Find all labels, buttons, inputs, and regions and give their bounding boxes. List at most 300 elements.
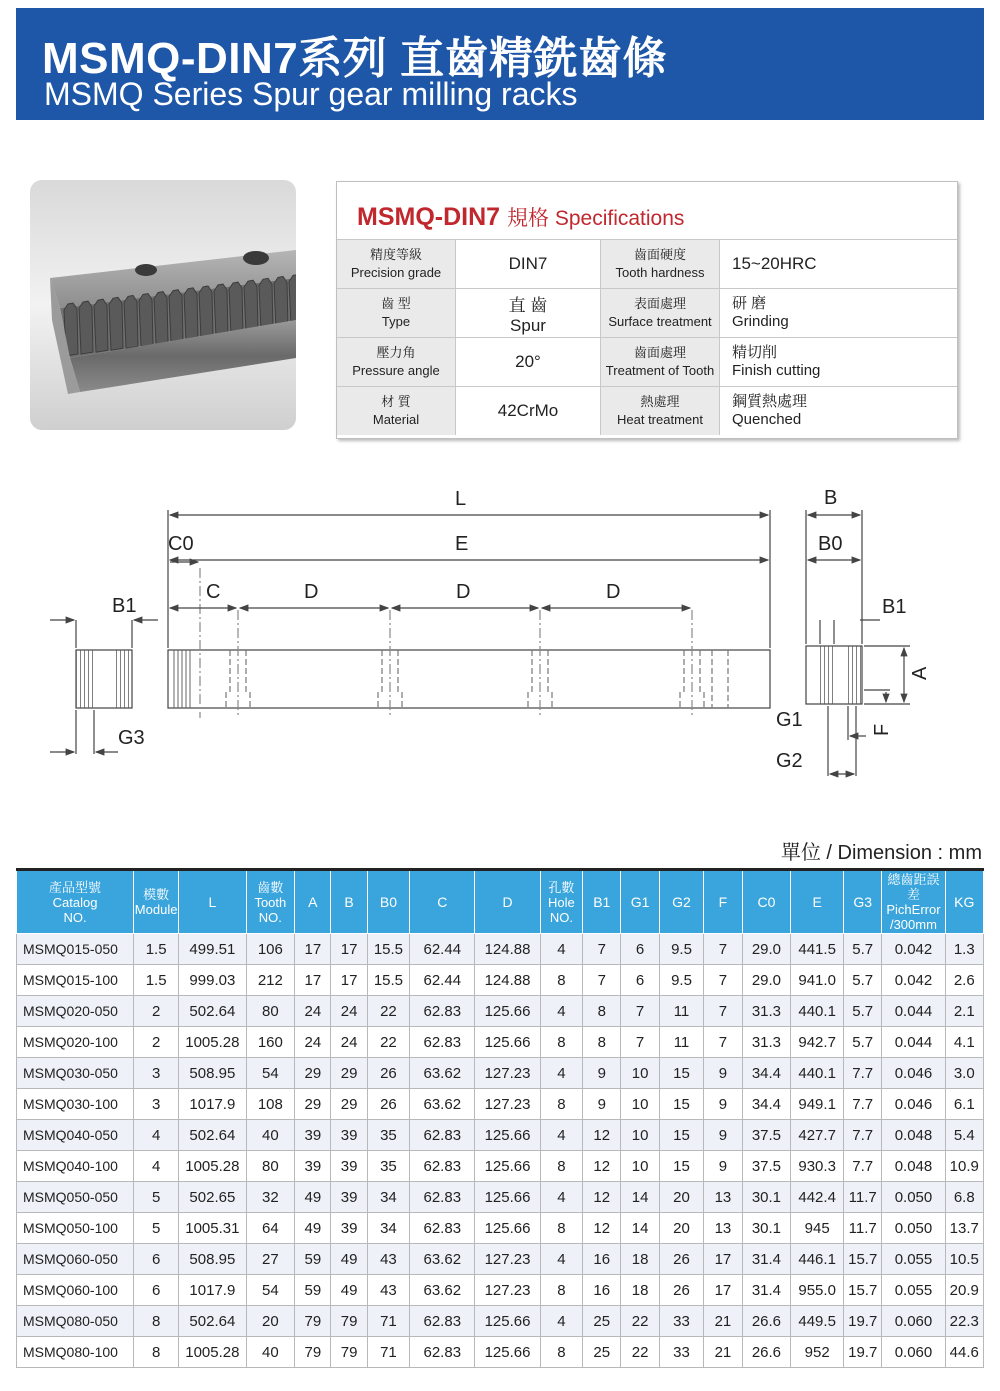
column-header-main: L [208,893,217,910]
spec-value [456,338,601,387]
table-cell: 441.5 [791,934,844,965]
table-cell: 22 [367,996,409,1027]
table-cell: 79 [295,1337,331,1368]
table-cell: 14 [621,1213,659,1244]
column-header-main: B0 [379,893,397,910]
spec-value-sub: Quenched [732,411,802,428]
table-cell: 59 [295,1244,331,1275]
table-cell: 5.7 [844,996,882,1027]
table-cell: 26 [659,1275,704,1306]
table-cell: 4 [134,1120,179,1151]
spec-label [601,289,720,338]
dim-label-G1: G1 [776,709,803,731]
table-cell: 945 [791,1213,844,1244]
table-cell: 10.5 [945,1244,983,1275]
table-cell: 25 [583,1337,621,1368]
table-cell: 62.83 [410,1151,475,1182]
table-cell: 39 [295,1151,331,1182]
table-cell: 442.4 [791,1182,844,1213]
table-cell: 62.44 [410,934,475,965]
spec-value-sub: Grinding [732,313,789,330]
table-cell: 62.83 [410,1027,475,1058]
table-cell: 0.060 [882,1337,945,1368]
spec-row [337,240,957,289]
table-cell: 2 [134,1027,179,1058]
table-cell: 15.5 [367,934,409,965]
table-cell: 29 [331,1089,367,1120]
table-cell: 502.64 [179,1306,246,1337]
column-header-sub: Catalog [52,894,98,910]
column-header [179,870,246,934]
column-header-main: G3 [853,893,873,910]
title-chinese: MSMQ-DIN7系列 直齒精銑齒條 [42,34,667,83]
catalog-number-cell: MSMQ060-050 [17,1244,134,1275]
table-cell: 125.66 [475,1306,540,1337]
table-cell: 7.7 [844,1151,882,1182]
column-header [945,870,983,934]
rack-tooth [229,282,243,335]
column-header-sub: NO. [549,909,573,925]
column-header [295,870,331,934]
table-cell: 31.4 [742,1275,791,1306]
table-cell: 22 [367,1027,409,1058]
table-cell: 12 [583,1213,621,1244]
column-header [475,870,540,934]
column-header [742,870,791,934]
catalog-number-cell: MSMQ040-050 [17,1120,134,1151]
table-cell: 9 [704,1058,742,1089]
table-cell: 8 [134,1306,179,1337]
table-cell: 1.3 [945,934,983,965]
spec-value-sub: Finish cutting [732,362,821,379]
product-photo [30,180,296,430]
table-cell: 24 [295,1027,331,1058]
table-cell: 1005.28 [179,1151,246,1182]
table-cell: 125.66 [475,1151,540,1182]
rack-tooth [214,284,228,337]
table-cell: 7.7 [844,1089,882,1120]
table-row [17,1275,984,1306]
table-cell: 11.7 [844,1182,882,1213]
table-cell: 13 [704,1182,742,1213]
table-cell: 15.7 [844,1275,882,1306]
table-cell: 32 [246,1182,295,1213]
spec-value-main: 15~20HRC [732,254,817,273]
table-cell: 17 [331,965,367,996]
column-header-main: C [437,893,448,910]
spec-value-main: 20° [515,352,541,371]
table-cell: 26.6 [742,1306,791,1337]
spec-value-main: DIN7 [508,254,548,273]
spec-value [456,240,601,289]
table-cell: 7 [704,934,742,965]
table-cell: 449.5 [791,1306,844,1337]
table-cell: 10 [621,1089,659,1120]
table-cell: 10 [621,1151,659,1182]
table-cell: 24 [331,1027,367,1058]
table-cell: 127.23 [475,1244,540,1275]
table-cell: 17 [295,965,331,996]
table-cell: 0.050 [882,1182,945,1213]
table-cell: 8 [540,1213,582,1244]
table-cell: 62.83 [410,1337,475,1368]
table-cell: 71 [367,1337,409,1368]
column-header-main: A [308,893,318,910]
table-cell: 1005.28 [179,1027,246,1058]
table-cell: 127.23 [475,1089,540,1120]
title-english: MSMQ Series Spur gear milling racks [44,76,578,112]
table-cell: 29.0 [742,934,791,965]
table-cell: 127.23 [475,1275,540,1306]
table-cell: 8 [540,1337,582,1368]
table-cell: 1.5 [134,965,179,996]
table-cell: 949.1 [791,1089,844,1120]
specifications-panel [336,181,958,439]
column-header-sub: Module [134,902,178,917]
table-row [17,965,984,996]
table-cell: 5.7 [844,965,882,996]
unit-label: 單位 / Dimension : mm [780,842,982,864]
table-cell: 49 [295,1182,331,1213]
dimension-table [16,868,984,1368]
table-cell: 127.23 [475,1058,540,1089]
table-cell: 80 [246,996,295,1027]
column-header-main: 孔數 [548,879,575,895]
spec-label-en: Treatment of Tooth [605,363,715,378]
table-cell: 1017.9 [179,1089,246,1120]
table-cell: 8 [583,996,621,1027]
table-cell: 79 [331,1306,367,1337]
table-cell: 4 [540,934,582,965]
catalog-number-cell: MSMQ015-100 [17,965,134,996]
table-row [17,1058,984,1089]
table-cell: 2.6 [945,965,983,996]
table-cell: 1005.28 [179,1337,246,1368]
dim-label-E: E [455,533,469,555]
table-cell: 71 [367,1306,409,1337]
table-cell: 3 [134,1089,179,1120]
rack-tooth [109,297,123,350]
dim-label-B1-right: B1 [882,596,907,618]
table-cell: 4 [540,1306,582,1337]
spec-value [456,387,601,436]
table-cell: 160 [246,1027,295,1058]
spec-value [720,240,958,289]
table-cell: 0.046 [882,1058,945,1089]
column-header-main: D [502,893,513,910]
table-cell: 125.66 [475,996,540,1027]
column-header-main: E [812,893,822,910]
rack-tooth [94,299,108,352]
table-cell: 63.62 [410,1089,475,1120]
table-cell: 15 [659,1151,704,1182]
table-cell: 30.1 [742,1213,791,1244]
table-cell: 22 [621,1337,659,1368]
dim-label-C0: C0 [168,533,194,555]
table-cell: 7 [621,996,659,1027]
table-cell: 11 [659,996,704,1027]
table-cell: 8 [540,1089,582,1120]
table-cell: 39 [295,1120,331,1151]
table-cell: 34 [367,1182,409,1213]
column-header [844,870,882,934]
table-cell: 33 [659,1306,704,1337]
table-cell: 2 [134,996,179,1027]
table-cell: 13 [704,1213,742,1244]
table-cell: 9 [704,1089,742,1120]
catalog-number-cell: MSMQ015-050 [17,934,134,965]
table-cell: 6 [134,1275,179,1306]
dim-label-D1: D [304,581,319,603]
table-cell: 124.88 [475,965,540,996]
table-cell: 9 [583,1089,621,1120]
table-cell: 0.060 [882,1306,945,1337]
table-cell: 40 [246,1120,295,1151]
table-cell: 6.1 [945,1089,983,1120]
table-cell: 22.3 [945,1306,983,1337]
spec-label [601,387,720,436]
table-row [17,1151,984,1182]
spec-label [337,387,456,436]
rack-tooth [244,280,258,333]
table-cell: 9.5 [659,934,704,965]
table-cell: 21 [704,1306,742,1337]
column-header [583,870,621,934]
table-cell: 64 [246,1213,295,1244]
spec-label-cn: 表面處理 [633,296,686,311]
table-cell: 941.0 [791,965,844,996]
table-cell: 31.3 [742,996,791,1027]
spec-table [337,239,957,435]
table-cell: 24 [331,996,367,1027]
catalog-number-cell: MSMQ050-050 [17,1182,134,1213]
table-cell: 59 [295,1275,331,1306]
table-cell: 22 [621,1306,659,1337]
column-header-sub: PichError [886,902,941,917]
table-cell: 43 [367,1275,409,1306]
table-cell: 9.5 [659,965,704,996]
rack-image [30,180,296,430]
table-cell: 0.055 [882,1244,945,1275]
table-cell: 20 [246,1306,295,1337]
table-cell: 62.83 [410,1306,475,1337]
table-cell: 15 [659,1058,704,1089]
table-cell: 502.64 [179,996,246,1027]
dimension-drawing [0,470,1000,800]
catalog-number-cell: MSMQ050-100 [17,1213,134,1244]
table-cell: 54 [246,1058,295,1089]
table-cell: 9 [704,1120,742,1151]
table-cell: 0.046 [882,1089,945,1120]
table-cell: 4.1 [945,1027,983,1058]
catalog-number-cell: MSMQ020-100 [17,1027,134,1058]
table-cell: 39 [331,1182,367,1213]
table-cell: 124.88 [475,934,540,965]
table-cell: 2.1 [945,996,983,1027]
table-cell: 502.65 [179,1182,246,1213]
column-header [134,870,179,934]
table-cell: 17 [704,1275,742,1306]
table-cell: 4 [540,1244,582,1275]
column-header-sub: NO. [258,909,282,925]
column-header [17,870,134,934]
dim-label-D2: D [456,581,471,603]
dim-label-F: F [871,723,893,736]
column-header-main: C0 [757,893,776,910]
page-header [16,8,984,120]
table-cell: 5 [134,1182,179,1213]
column-header-main: B [344,893,354,910]
table-cell: 427.7 [791,1120,844,1151]
column-header-sub: NO. [63,909,87,925]
table-cell: 63.62 [410,1275,475,1306]
column-header-main: 模數 [143,887,170,902]
table-cell: 13.7 [945,1213,983,1244]
table-cell: 1005.31 [179,1213,246,1244]
table-cell: 26 [659,1244,704,1275]
table-cell: 125.66 [475,1182,540,1213]
spec-value [720,338,958,387]
spec-label-cn: 壓力角 [376,345,416,360]
table-cell: 62.83 [410,1182,475,1213]
column-header [540,870,582,934]
table-cell: 125.66 [475,1027,540,1058]
table-cell: 63.62 [410,1244,475,1275]
table-cell: 499.51 [179,934,246,965]
spec-label-en: Precision grade [350,265,442,280]
table-cell: 29 [295,1089,331,1120]
catalog-number-cell: MSMQ030-050 [17,1058,134,1089]
table-cell: 39 [331,1120,367,1151]
spec-label-cn: 熱處理 [640,394,680,409]
column-header-main: 產品型號 [49,879,102,895]
spec-label [337,338,456,387]
table-cell: 10 [621,1120,659,1151]
table-cell: 35 [367,1151,409,1182]
table-cell: 0.044 [882,1027,945,1058]
spec-value-main: 鋼質熱處理 [732,393,808,410]
table-cell: 106 [246,934,295,965]
table-cell: 34.4 [742,1058,791,1089]
table-cell: 12 [583,1151,621,1182]
table-cell: 12 [583,1182,621,1213]
table-cell: 0.050 [882,1213,945,1244]
table-cell: 0.044 [882,996,945,1027]
table-cell: 942.7 [791,1027,844,1058]
table-cell: 9 [583,1058,621,1089]
spec-label-en: Tooth hardness [615,265,705,280]
catalog-number-cell: MSMQ080-100 [17,1337,134,1368]
table-cell: 930.3 [791,1151,844,1182]
table-cell: 18 [621,1244,659,1275]
table-cell: 8 [134,1337,179,1368]
dim-label-G2: G2 [776,750,803,772]
rack-tooth [184,288,198,341]
spec-label-cn: 精度等級 [369,247,422,262]
table-cell: 508.95 [179,1058,246,1089]
column-header-main: 齒數 [257,879,284,895]
catalog-number-cell: MSMQ030-100 [17,1089,134,1120]
dim-label-L: L [455,488,467,510]
table-cell: 62.83 [410,1213,475,1244]
table-cell: 7 [583,934,621,965]
column-header [246,870,295,934]
table-cell: 34.4 [742,1089,791,1120]
table-cell: 15.5 [367,965,409,996]
column-header-main: F [718,893,728,910]
table-cell: 9 [704,1151,742,1182]
table-row [17,1120,984,1151]
catalog-number-cell: MSMQ040-100 [17,1151,134,1182]
table-cell: 502.64 [179,1120,246,1151]
column-header [659,870,704,934]
table-cell: 4 [134,1151,179,1182]
table-row [17,1027,984,1058]
spec-label-cn: 齒面硬度 [633,247,686,262]
table-cell: 8 [540,1151,582,1182]
table-cell: 33 [659,1337,704,1368]
rack-tooth [79,301,93,354]
table-cell: 10 [621,1058,659,1089]
spec-label-cn: 材 質 [381,394,411,409]
table-cell: 7.7 [844,1058,882,1089]
table-cell: 952 [791,1337,844,1368]
table-cell: 5.7 [844,1027,882,1058]
table-cell: 79 [295,1306,331,1337]
table-cell: 20 [659,1182,704,1213]
column-header-sub: /300mm [889,917,937,932]
table-cell: 29 [331,1058,367,1089]
table-cell: 20 [659,1213,704,1244]
dim-label-D3: D [606,581,621,603]
table-cell: 1.5 [134,934,179,965]
table-cell: 4 [540,1182,582,1213]
spec-label [337,240,456,289]
table-cell: 4 [540,996,582,1027]
spec-value-main: 研 磨 [732,295,767,312]
table-cell: 999.03 [179,965,246,996]
table-cell: 29.0 [742,965,791,996]
table-cell: 26 [367,1089,409,1120]
column-header [621,870,659,934]
table-cell: 27 [246,1244,295,1275]
table-cell: 11.7 [844,1213,882,1244]
table-cell: 49 [295,1213,331,1244]
spec-title-sub: 規格 Specifications [507,207,685,230]
table-cell: 0.042 [882,965,945,996]
table-cell: 37.5 [742,1151,791,1182]
rack-tooth [139,294,153,347]
table-cell: 7 [583,965,621,996]
spec-label [337,289,456,338]
spec-label-en: Pressure angle [352,363,440,378]
spec-label-cn: 齒面處理 [633,345,686,360]
table-cell: 30.1 [742,1182,791,1213]
table-cell: 6 [621,965,659,996]
table-cell: 20.9 [945,1275,983,1306]
table-cell: 7 [621,1027,659,1058]
spec-title [357,202,684,232]
table-row [17,1089,984,1120]
table-cell: 15.7 [844,1244,882,1275]
dim-label-A: A [909,666,931,680]
table-cell: 14 [621,1182,659,1213]
dim-label-B1-left: B1 [112,595,137,617]
spec-label [601,338,720,387]
rack-tooth [259,278,273,331]
table-cell: 5 [134,1213,179,1244]
table-row [17,1213,984,1244]
